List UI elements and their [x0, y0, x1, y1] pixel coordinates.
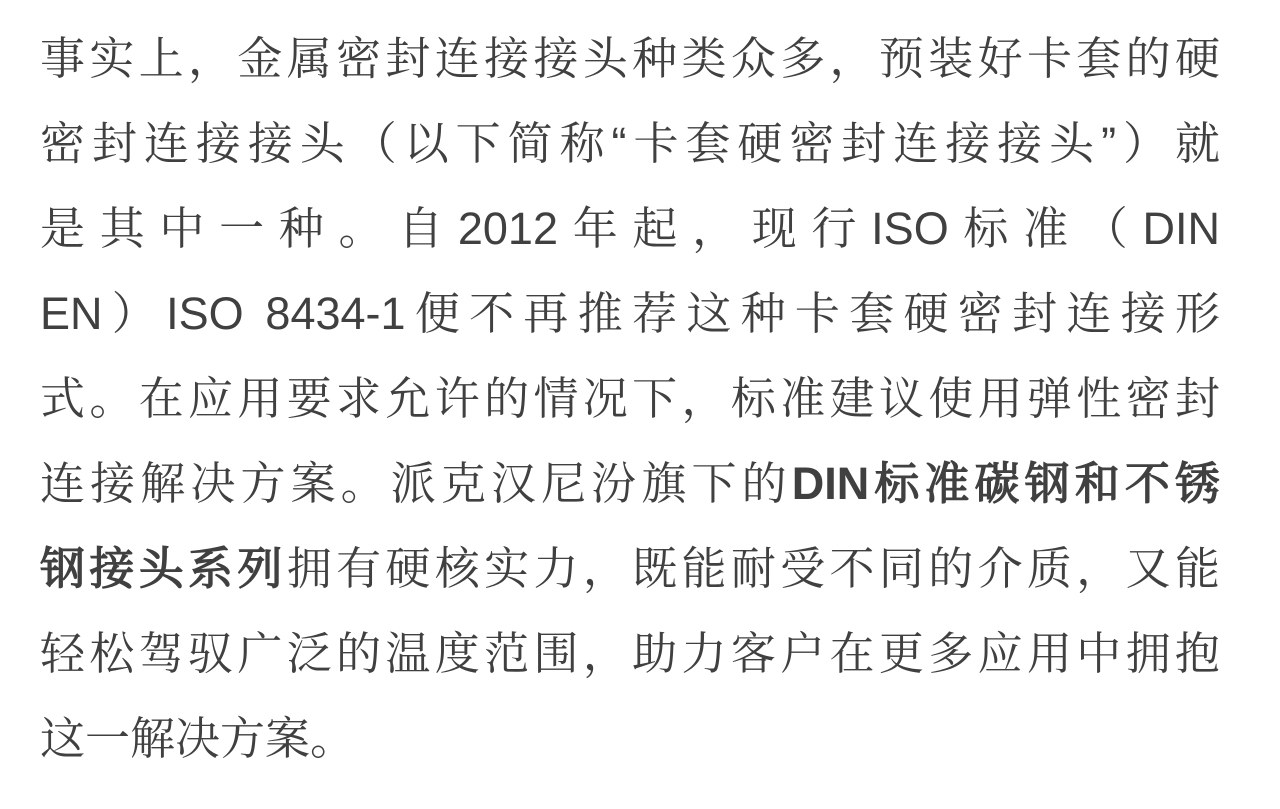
text-segment: 连接解决方案。派克汉尼汾旗下的 — [40, 458, 792, 509]
article-paragraph — [40, 16, 1220, 781]
text-line — [40, 356, 1220, 441]
text-segment-bold: 钢接头系列 — [40, 543, 287, 594]
text-line — [40, 186, 1220, 271]
text-line — [40, 526, 1220, 611]
text-line — [40, 441, 1220, 526]
text-line — [40, 271, 1220, 356]
text-segment: 这一解决方案。 — [40, 713, 356, 764]
text-segment: 密封连接接头（以下简称“卡套硬密封连接接头”）就 — [40, 118, 1220, 169]
text-segment: EN）ISO 8434-1便不再推荐这种卡套硬密封连接形 — [40, 288, 1220, 339]
text-segment: 式。在应用要求允许的情况下，标准建议使用弹性密封 — [40, 373, 1220, 424]
text-segment: 事实上，金属密封连接接头种类众多，预装好卡套的硬 — [40, 33, 1220, 84]
text-line — [40, 611, 1220, 696]
text-segment: 是其中一种。自2012年起，现行ISO标准（DIN — [40, 203, 1220, 254]
text-line — [40, 696, 1220, 781]
text-segment: 轻松驾驭广泛的温度范围，助力客户在更多应用中拥抱 — [40, 628, 1220, 679]
text-segment-bold: DIN标准碳钢和不锈 — [791, 458, 1220, 509]
text-line — [40, 16, 1220, 101]
text-line — [40, 101, 1220, 186]
text-segment: 拥有硬核实力，既能耐受不同的介质，又能 — [286, 543, 1220, 594]
